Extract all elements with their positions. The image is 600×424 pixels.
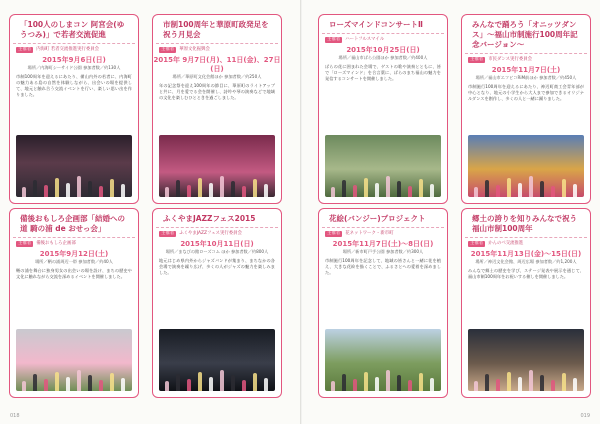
- event-card: [152, 208, 282, 398]
- organizer-name: 華原文化振興会: [179, 47, 210, 52]
- event-photo: [468, 135, 584, 197]
- card-description: 市制施行100周年を記念して、地域の皆さんと一緒に花を植え、大きな花絵を描くことで、ふるさとへの愛着を深めました。: [325, 257, 441, 275]
- photo-figure: [529, 370, 533, 391]
- photo-figure: [375, 377, 379, 391]
- card-info: [319, 240, 447, 255]
- photo-figure: [209, 377, 213, 391]
- photo-figure: [430, 378, 434, 391]
- event-place: 場所／まなびの館ローズコム ほか 参加者数／約800人: [165, 249, 269, 254]
- photo-figure: [419, 373, 423, 391]
- event-card: [9, 14, 139, 204]
- photo-figure: [264, 184, 268, 197]
- card-info: [319, 46, 447, 61]
- card-organizer: [462, 238, 590, 247]
- photo-figure: [253, 373, 257, 391]
- card-info: [153, 56, 281, 80]
- photo-figure: [187, 185, 191, 197]
- photo-figure: [209, 183, 213, 197]
- organizer-label: 主催者: [161, 47, 175, 52]
- photo-figure: [485, 180, 489, 197]
- card-title: ローズマインドコンサートⅡ: [322, 15, 444, 34]
- organizer-label: 主催者: [470, 241, 484, 246]
- event-card: [9, 208, 139, 398]
- page-number-left: 018: [10, 413, 20, 419]
- photo-figure: [408, 186, 412, 197]
- photo-figure: [386, 176, 390, 197]
- photo-figure: [353, 379, 357, 391]
- organizer-label: 主催者: [18, 241, 32, 246]
- card-title: みんなで踊ろう「オニッツダンス」〜福山市制施行100周年記念バージョン〜: [465, 15, 587, 54]
- photo-figure: [231, 375, 235, 391]
- card-organizer: [462, 54, 590, 63]
- photo-figure: [253, 179, 257, 197]
- photo-figure: [331, 381, 335, 391]
- photo-figure: [474, 381, 478, 391]
- event-photo: [16, 329, 132, 391]
- photo-figure: [342, 374, 346, 391]
- photo-figure: [22, 381, 26, 391]
- card-organizer: [10, 238, 138, 247]
- card-organizer: [319, 228, 447, 237]
- event-photo: [159, 135, 275, 197]
- photo-figure: [364, 178, 368, 197]
- photo-figure: [44, 185, 48, 197]
- event-card: [152, 14, 282, 204]
- event-photo: [159, 329, 275, 391]
- photo-figure: [44, 379, 48, 391]
- organizer-label: 主催者: [327, 37, 341, 42]
- photo-figure: [220, 176, 224, 197]
- event-place: 場所／神辺文化会館、周辺広場 参加者数／約1,200人: [475, 259, 577, 264]
- photo-figure: [562, 179, 566, 197]
- photo-figure: [386, 370, 390, 391]
- photo-figure: [518, 183, 522, 197]
- photo-figure: [573, 184, 577, 197]
- card-title: 「100人のしまコン 阿宮会(ゆうつみ)」で若者交流促進: [13, 15, 135, 44]
- event-photo: [325, 135, 441, 197]
- photo-figure: [220, 370, 224, 391]
- organizer-name: かんのべ交流推進: [488, 241, 524, 246]
- card-organizer: [319, 34, 447, 43]
- event-date: 2015年 9月7日(月)、11日(金)、27日(日): [153, 56, 281, 73]
- organizer-name: 備後おもしろ企画部: [36, 241, 76, 246]
- event-place: 場所／鞆の浦周辺一帯 参加者数／約40人: [35, 259, 113, 264]
- photo-figure: [342, 180, 346, 197]
- photo-figure: [242, 186, 246, 197]
- event-photo: [325, 329, 441, 391]
- photo-figure: [430, 184, 434, 197]
- organizer-label: 主催者: [18, 47, 32, 52]
- page-number-right: 019: [580, 413, 590, 419]
- photo-figure: [176, 374, 180, 391]
- event-photo: [468, 329, 584, 391]
- event-photo: [16, 135, 132, 197]
- photo-figure: [165, 187, 169, 197]
- photo-figure: [121, 184, 125, 197]
- photo-figure: [397, 181, 401, 197]
- card-title: ふくやまJAZZフェス2015: [156, 209, 278, 228]
- card-info: [462, 250, 590, 265]
- card-description: みんなで郷土の歴史を学び、ステージ発表や展示を通じて、福山市制100周年をお祝いする催しを開催しました。: [468, 267, 584, 279]
- event-place: 場所／内海町シーサイド公園 参加者数／約130人: [27, 65, 121, 70]
- card-title: 備後おもしろ企画部「結婚への道 騎の浦 de おせっ会」: [13, 209, 135, 238]
- photo-figure: [121, 378, 125, 391]
- event-date: 2015年11月7日(土): [491, 66, 561, 74]
- event-date: 2015年10月11日(日): [180, 240, 254, 248]
- photo-figure: [353, 185, 357, 197]
- photo-figure: [507, 178, 511, 197]
- organizer-name: ハートフルスマイル: [345, 37, 385, 42]
- event-card: [318, 14, 448, 204]
- event-card: [461, 208, 591, 398]
- photo-figure: [540, 181, 544, 197]
- card-description: 地元はじめ県内外からジャズバンドが集まり、まちなかの各会場で演奏を繰り広げ、多くの人がジャズの魅力を楽しみました。: [159, 257, 275, 275]
- event-date: 2015年11月13日(金)〜15日(日): [470, 250, 582, 258]
- event-card: [318, 208, 448, 398]
- photo-figure: [551, 380, 555, 391]
- photo-figure: [99, 380, 103, 391]
- organizer-name: 市民ダンス実行委員会: [488, 57, 533, 62]
- card-info: [10, 250, 138, 265]
- photo-figure: [562, 373, 566, 391]
- photo-figure: [77, 370, 81, 391]
- photo-figure: [540, 375, 544, 391]
- card-organizer: [10, 44, 138, 53]
- organizer-name: 内海町 若者交流推進実行委員会: [36, 47, 100, 52]
- photo-figure: [33, 180, 37, 197]
- photo-figure: [198, 178, 202, 197]
- photo-figure: [474, 187, 478, 197]
- organizer-label: 主催者: [161, 231, 175, 236]
- event-place: 場所／新市町戸手公園 参加者数／約300人: [342, 249, 424, 254]
- card-title: 市制100周年と華原町政発足を祝う月見会: [156, 15, 278, 44]
- photo-figure: [242, 380, 246, 391]
- event-place: 場所／福山市ばら公園ほか 参加者数／約400人: [338, 55, 428, 60]
- photo-figure: [551, 186, 555, 197]
- photo-figure: [99, 186, 103, 197]
- photo-figure: [88, 181, 92, 197]
- card-info: [153, 240, 281, 255]
- card-description: 鞆の浦を舞台に独身男女の出会いの場を設け、まちの歴史や文化に触れながら交流を深めるイベントを開催しました。: [16, 267, 132, 279]
- photo-figure: [88, 375, 92, 391]
- photo-figure: [529, 176, 533, 197]
- event-date: 2015年11月7日(土)〜8日(日): [332, 240, 434, 248]
- photo-figure: [331, 187, 335, 197]
- card-description: 市制100周年を迎えるにあたり、備山内外の若者に、内海町の魅力ある島の自然を体験しながら、出会いの場を提供して、地元と触れ合う交流イベントを行い、楽しい思い出を作りました。: [16, 73, 132, 98]
- photo-figure: [518, 377, 522, 391]
- photo-figure: [110, 373, 114, 391]
- photo-figure: [110, 179, 114, 197]
- photo-figure: [66, 183, 70, 197]
- card-title: 郷土の誇りを知りみんなで祝う福山市制100周年: [465, 209, 587, 238]
- photo-figure: [375, 183, 379, 197]
- photo-figure: [485, 374, 489, 391]
- card-title: 花絵(バンジー)プロジェクト: [322, 209, 444, 228]
- photo-figure: [77, 176, 81, 197]
- card-organizer: [153, 44, 281, 53]
- photo-figure: [408, 380, 412, 391]
- organizer-name: 花ネットワーク・新市町: [345, 231, 394, 236]
- organizer-name: ふくやまJAZZフェス実行委員会: [179, 231, 242, 236]
- photo-figure: [55, 372, 59, 391]
- event-card: [461, 14, 591, 204]
- photo-figure: [231, 181, 235, 197]
- event-place: 場所／華原町文化会館ほか 参加者数／約250人: [172, 74, 262, 79]
- photo-figure: [507, 372, 511, 391]
- photo-figure: [264, 378, 268, 391]
- card-info: [462, 66, 590, 81]
- photo-figure: [176, 180, 180, 197]
- photo-figure: [165, 381, 169, 391]
- photo-figure: [397, 375, 401, 391]
- card-description: 年の記念祭を迎え100周年の節目に、華原町のライトアップと共に、月を愛でる会を開催し、詩吟や琴の演奏などで地域の文化を楽しむひとときを過ごしました。: [159, 82, 275, 100]
- photo-figure: [496, 185, 500, 197]
- card-organizer: [153, 228, 281, 237]
- photo-figure: [419, 179, 423, 197]
- photo-figure: [496, 379, 500, 391]
- photo-figure: [33, 374, 37, 391]
- event-date: 2015年10月25日(日): [346, 46, 420, 54]
- photo-figure: [22, 187, 26, 197]
- event-date: 2015年9月12日(土): [39, 250, 109, 258]
- card-description: 市制施行100周年を迎えるにあたり、神辺町商工会青年部が中心となり、地元の小学生から大人まで参加できるオリジナルダンスを創作し、多くの人と一緒に踊りました。: [468, 83, 584, 101]
- organizer-label: 主催者: [327, 231, 341, 236]
- organizer-label: 主催者: [470, 57, 484, 62]
- photo-figure: [364, 372, 368, 391]
- card-info: [10, 56, 138, 71]
- event-place: 場所／福山市エフピコRiM前ほか 参加者数／約450人: [475, 75, 577, 80]
- photo-figure: [55, 178, 59, 197]
- photo-figure: [198, 372, 202, 391]
- event-date: 2015年9月6日(日): [42, 56, 106, 64]
- photo-figure: [66, 377, 70, 391]
- photo-figure: [187, 379, 191, 391]
- card-description: ばらの花に囲まれた会場で、ゲストの歌や演奏とともに、皆で「ローズマインド」を合言葉に、ばらのまち福山の魅力を発信するコンサートを開催しました。: [325, 63, 441, 81]
- photo-figure: [573, 378, 577, 391]
